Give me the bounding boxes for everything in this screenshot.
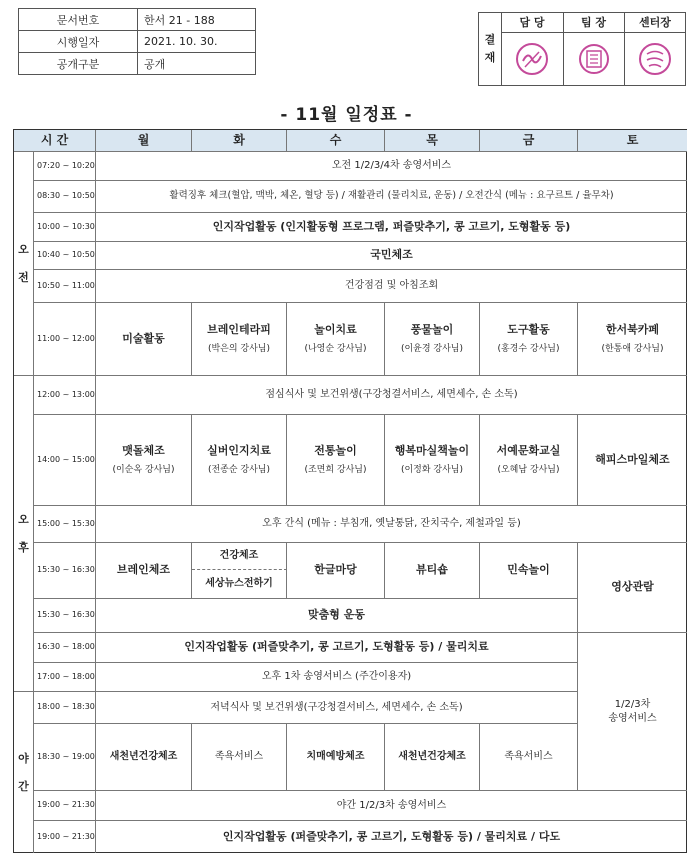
doc-number-row <box>19 9 256 31</box>
approval-role-staff: 담 당 <box>501 13 563 33</box>
program-mon-am <box>96 303 192 376</box>
program-teacher: (이정화 강사님) <box>400 464 464 475</box>
time-slot: 07:20 ~ 10:20 <box>34 152 96 181</box>
sat-shuttle-line1: 1/2/3차 <box>614 699 651 710</box>
row-national-exercise: 국민체조 <box>96 242 687 270</box>
signature-stamp-icon <box>637 41 673 77</box>
time-slot: 14:00 ~ 15:00 <box>34 415 96 506</box>
section-morning-char2: 전 <box>18 270 29 284</box>
program-thu-pm <box>385 415 480 506</box>
program-wed-hangul: 한글마당 <box>287 543 385 599</box>
section-afternoon <box>14 376 34 692</box>
program-sat-pm <box>578 415 687 506</box>
header-wed: 수 <box>287 130 385 152</box>
time-slot: 15:30 ~ 16:30 <box>34 543 96 599</box>
time-slot: 10:40 ~ 10:50 <box>34 242 96 270</box>
row-morning-shuttle: 오전 1/2/3/4차 송영서비스 <box>96 152 687 181</box>
row-cognitive-activity: 인지작업활동 (인지활동형 프로그램, 퍼즐맞추기, 콩 고르기, 도형활동 등) <box>96 213 687 242</box>
program-teacher: (홍경수 강사님) <box>497 343 560 354</box>
time-slot: 11:00 ~ 12:00 <box>34 303 96 376</box>
row-cognitive-night: 인지작업활동 (퍼즐맞추기, 콩 고르기, 도형활동 등) / 물리치료 / 다도 <box>222 829 561 843</box>
program-teacher: (이윤경 강사님) <box>400 343 464 354</box>
approval-role-team-lead: 팀 장 <box>563 13 624 33</box>
section-afternoon-char2: 후 <box>18 540 29 554</box>
program-thu-beauty: 뷰티숍 <box>385 543 480 599</box>
header-time: 시 간 <box>14 130 96 152</box>
program-teacher: (이순옥 강사님) <box>112 464 175 475</box>
program-name: 전통놀이 <box>314 444 357 457</box>
page-title: - 11월 일정표 - <box>280 105 413 125</box>
program-tue-news: 세상뉴스전하기 <box>192 570 287 599</box>
time-slot: 17:00 ~ 18:00 <box>34 663 96 692</box>
row-night-shuttle: 야간 1/2/3차 송영서비스 <box>96 791 687 821</box>
section-morning-char1: 오 <box>18 242 29 256</box>
doc-date-label: 시행일자 <box>19 31 138 53</box>
row-custom-exercise: 맞춤형 운동 <box>96 599 578 633</box>
time-slot: 19:00 ~ 21:30 <box>34 791 96 821</box>
program-thu-am <box>385 303 480 376</box>
time-slot: 18:30 ~ 19:00 <box>34 724 96 791</box>
time-slot: 19:00 ~ 21:30 <box>34 821 96 853</box>
program-name: 행복마실책놀이 <box>394 444 470 457</box>
approval-col-director <box>624 13 686 85</box>
program-tue-am <box>192 303 287 376</box>
row-health-check: 건강점검 및 아침조회 <box>96 270 687 303</box>
program-mon-brain: 브레인체조 <box>96 543 192 599</box>
program-teacher: (오혜남 강사님) <box>497 464 560 475</box>
program-tue-eve: 족욕서비스 <box>192 724 287 791</box>
program-thu-eve: 새천년건강체조 <box>385 724 480 791</box>
program-teacher: (전종순 강사님) <box>207 464 271 475</box>
program-sat-am <box>578 303 687 376</box>
time-slot: 15:30 ~ 16:30 <box>34 599 96 633</box>
program-name: 놀이치료 <box>314 323 357 336</box>
program-wed-pm <box>287 415 385 506</box>
program-fri-eve: 족욕서비스 <box>480 724 578 791</box>
header-sat: 토 <box>578 130 687 152</box>
time-slot: 10:00 ~ 10:30 <box>34 213 96 242</box>
program-teacher: (한통애 강사님) <box>601 343 664 354</box>
program-name: 서예문화교실 <box>496 444 561 457</box>
program-mon-eve: 새천년건강체조 <box>96 724 192 791</box>
doc-number-label: 문서번호 <box>19 9 138 31</box>
program-sat-shuttle <box>578 633 687 791</box>
program-teacher: (나영순 강사님) <box>304 343 367 354</box>
approval-box <box>478 12 686 86</box>
approval-col-team-lead <box>563 13 625 85</box>
program-wed-am <box>287 303 385 376</box>
sat-shuttle-line2: 송영서비스 <box>608 712 657 724</box>
program-wed-eve: 치매예방체조 <box>287 724 385 791</box>
section-evening-char1: 야 <box>18 751 29 765</box>
doc-public-value: 공개 <box>138 53 256 75</box>
doc-date-value: 2021. 10. 30. <box>138 31 256 53</box>
program-sat-video: 영상관람 <box>578 543 687 633</box>
row-lunch: 점심식사 및 보건위생(구강청결서비스, 세면세수, 손 소독) <box>96 376 687 415</box>
approval-label-2: 재 <box>484 51 496 64</box>
doc-date-row <box>19 31 256 53</box>
row-vital-check: 활력징후 체크(혈압, 맥박, 체온, 혈당 등) / 재활관리 (물리치료, 운동) / 오전간식 (메뉴 : 요구르트 / 율무차) <box>96 181 687 213</box>
time-slot: 18:00 ~ 18:30 <box>34 692 96 724</box>
doc-public-row <box>19 53 256 75</box>
program-name: 브레인테라피 <box>207 323 271 336</box>
section-evening <box>14 692 34 853</box>
row-pm-shuttle: 오후 1차 송영서비스 (주간이용자) <box>96 663 578 692</box>
approval-side-label <box>479 13 502 85</box>
time-slot: 12:00 ~ 13:00 <box>34 376 96 415</box>
header-tue: 화 <box>192 130 287 152</box>
program-mon-pm <box>96 415 192 506</box>
program-tue-pm <box>192 415 287 506</box>
schedule-table <box>13 129 687 853</box>
program-name: 맷돌체조 <box>122 444 165 457</box>
row-dinner: 저녁식사 및 보건위생(구강청결서비스, 세면세수, 손 소독) <box>96 692 578 724</box>
time-slot: 16:30 ~ 18:00 <box>34 633 96 663</box>
time-slot: 10:50 ~ 11:00 <box>34 270 96 303</box>
approval-col-staff <box>501 13 564 85</box>
signature-stamp-icon <box>514 41 550 77</box>
program-fri-folk: 민속놀이 <box>480 543 578 599</box>
doc-public-label: 공개구분 <box>19 53 138 75</box>
time-slot: 15:00 ~ 15:30 <box>34 506 96 543</box>
header-mon: 월 <box>96 130 192 152</box>
program-name: 미술활동 <box>122 331 165 345</box>
row-cognitive-pm: 인지작업활동 (퍼즐맞추기, 콩 고르기, 도형활동 등) / 물리치료 <box>96 633 578 663</box>
approval-label-1: 결 <box>484 33 496 46</box>
doc-number-value: 한서 21 - 188 <box>138 9 256 31</box>
header-thu: 목 <box>385 130 480 152</box>
signature-stamp-icon <box>576 41 612 77</box>
time-slot: 08:30 ~ 10:50 <box>34 181 96 213</box>
program-teacher: (조면희 강사님) <box>304 464 367 475</box>
program-name: 도구활동 <box>507 323 550 336</box>
program-name: 한서북카페 <box>605 323 660 336</box>
row-afternoon-snack: 오후 간식 (메뉴 : 부침개, 옛날통닭, 잔치국수, 제철과일 등) <box>96 506 687 543</box>
document-info-table <box>18 8 256 75</box>
approval-role-director: 센터장 <box>624 13 686 33</box>
program-name: 실버인지치료 <box>207 444 271 457</box>
program-tue-health: 건강체조 <box>192 543 287 570</box>
program-fri-am <box>480 303 578 376</box>
header-fri: 금 <box>480 130 578 152</box>
program-name: 풍물놀이 <box>410 323 454 336</box>
section-evening-char2: 간 <box>18 779 29 793</box>
program-teacher: (박은의 강사님) <box>207 343 271 354</box>
program-name: 해피스마일체조 <box>595 452 670 466</box>
program-fri-pm <box>480 415 578 506</box>
section-morning <box>14 152 34 376</box>
section-afternoon-char1: 오 <box>18 512 29 526</box>
